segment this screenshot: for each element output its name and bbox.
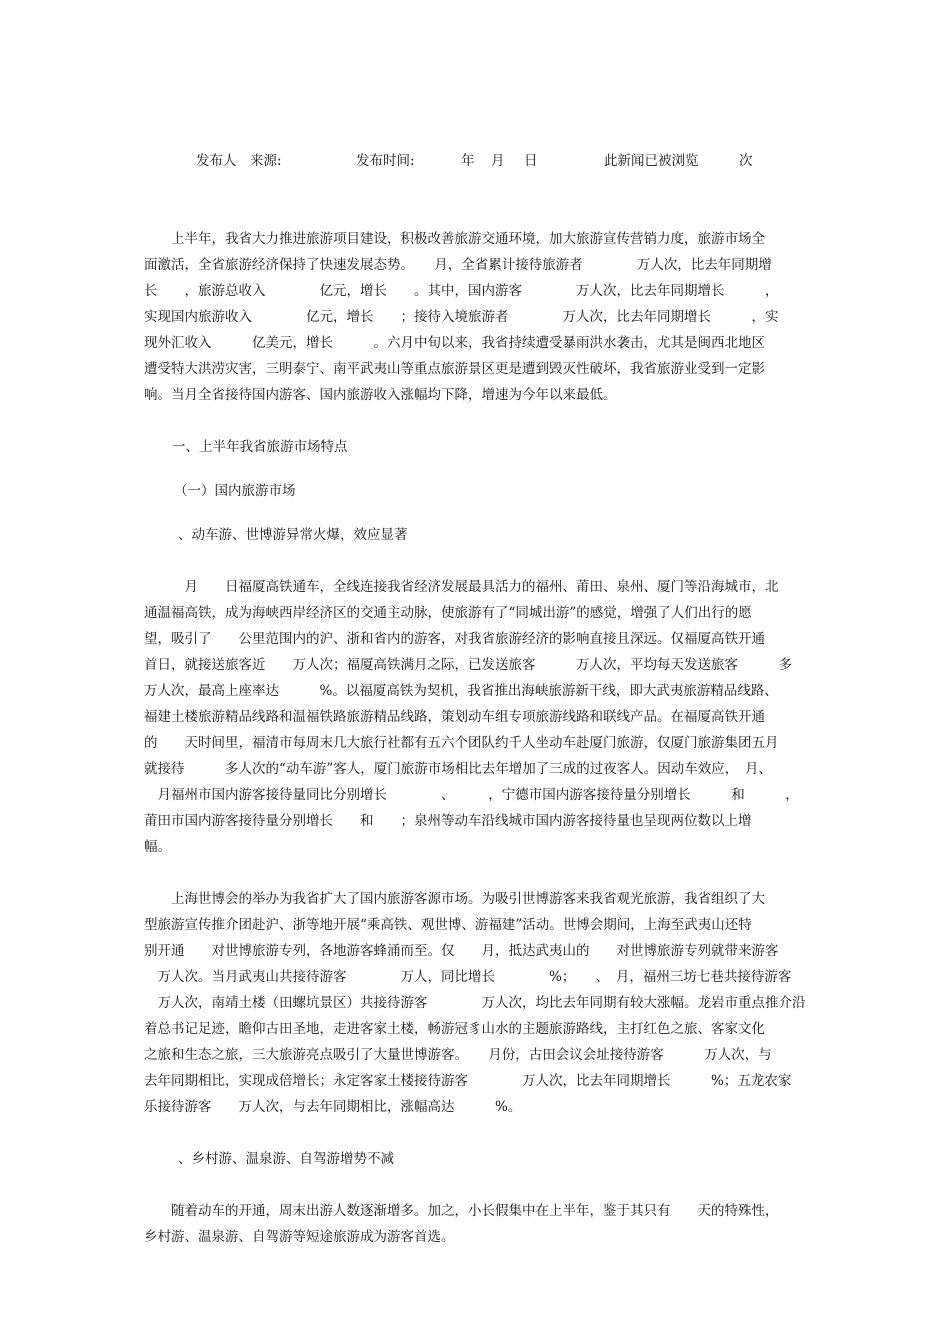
paragraph-line: 面激活，全省旅游经济保持了快速发展态势。 月，全省累计接待旅游者 万人次，比去年同期增	[144, 257, 772, 273]
paragraph-line: 望，吸引了 公里范围内的沪、浙和省内的游客，对我省旅游经济的影响直接且深远。仅福厦高铁开通	[144, 631, 765, 647]
paragraph-line: 上半年，我省大力推进旅游项目建设，积极改善旅游交通环境，加大旅游宣传营销力度，旅游市场全	[144, 231, 765, 247]
publish-day-label: 日	[524, 153, 538, 169]
views-suffix-label: 次	[739, 153, 753, 169]
paragraph-line: 月福州市国内游客接待量同比分别增长 、 ，宁德市国内游客接待量分别增长 和 ，	[144, 787, 799, 803]
paragraph-line: 万人次，最高上座率达 %。以福厦高铁为契机，我省推出海峡旅游新干线，即大武夷旅游精品线路、	[144, 683, 778, 699]
paragraph-line: 实现国内旅游收入 亿元，增长 ；接待入境旅游者 万人次，比去年同期增长 ，实	[144, 309, 779, 325]
paragraph-line: 去年同期相比，实现成倍增长；永定客家土楼接待游客 万人次，比去年同期增长 %；五龙农家	[144, 1073, 792, 1089]
publish-time-label: 发布时间:	[356, 153, 415, 169]
paragraph-line: 现外汇收入 亿美元，增长 。六月中旬以来，我省持续遭受暴雨洪水袭击，尤其是闽西北地区	[144, 335, 765, 351]
paragraph-expo	[144, 886, 806, 1120]
source-label: 来源:	[250, 153, 282, 169]
section-heading-3b: 、乡村游、温泉游、自驾游增势不减	[178, 1151, 394, 1167]
paragraph-line: 首日，就接送旅客近 万人次；福厦高铁满月之际，已发送旅客 万人次，平均每天发送旅客 多	[144, 657, 792, 673]
publish-month-label: 月	[491, 153, 505, 169]
paragraph-line: 遭受特大洪涝灾害，三明泰宁、南平武夷山等重点旅游景区更是遭到毁灭性破坏，我省旅游业受到一定影	[144, 361, 765, 377]
paragraph-line: 福建土楼旅游精品线路和温福铁路旅游精品线路，策划动车组专项旅游线路和联线产品。在福厦高铁开通	[144, 709, 765, 725]
publish-year-label: 年	[461, 153, 475, 169]
paragraph-rural-tourism	[144, 1198, 806, 1250]
paragraph-line: 乐接待游客 万人次，与去年同期相比，涨幅高达 %。	[144, 1099, 522, 1115]
paragraph-intro	[144, 226, 806, 408]
paragraph-line: 莆田市国内游客接待量分别增长 和 ；泉州等动车沿线城市国内游客接待量也呈现两位数以上增	[144, 813, 752, 829]
paragraph-line: 就接待 多人次的“动车游”客人，厦门旅游市场相比去年增加了三成的过夜客人。因动车效应， 月、	[144, 761, 773, 777]
paragraph-line: 之旅和生态之旅，三大旅游亮点吸引了大量世博游客。 月份，古田会议会址接待游客 万人次，与	[144, 1047, 772, 1063]
paragraph-line: 万人次，南靖土楼（田螺坑景区）共接待游客 万人次，均比去年同期有较大涨幅。龙岩市重点推介沿	[144, 995, 806, 1011]
publisher-label: 发布人	[196, 153, 237, 169]
section-heading-1: 一、上半年我省旅游市场特点	[172, 439, 348, 455]
article-body	[144, 226, 806, 1250]
paragraph-line: 别开通 对世博旅游专列，各地游客蜂涌而至。仅 月，抵达武夷山的 对世博旅游专列就带来游客	[144, 943, 779, 959]
paragraph-line: 响。当月全省接待国内游客、国内旅游收入涨幅均下降，增速为今年以来最低。	[144, 387, 617, 403]
paragraph-line: 幅。	[144, 839, 171, 855]
paragraph-line: 的 天时间里，福清市每周末几大旅行社都有五六个团队约千人坐动车赴厦门旅游，仅厦门旅游集团五月	[144, 735, 779, 751]
paragraph-line: 着总书记足迹，瞻仰古田圣地，走进客家土楼，畅游冠豸山水的主题旅游路线，主打红色之旅、客家文化	[144, 1021, 765, 1037]
views-label: 此新闻已被浏览	[604, 153, 699, 169]
section-heading-3a: 、动车游、世博游异常火爆，效应显著	[178, 527, 408, 543]
paragraph-line: 上海世博会的举办为我省扩大了国内旅游客源市场。为吸引世博游客来我省观光旅游，我省组织了大	[144, 891, 765, 907]
paragraph-line: 月 日福厦高铁通车，全线连接我省经济发展最具活力的福州、莆田、泉州、厦门等沿海城市，北	[144, 579, 779, 595]
paragraph-line: 万人次。当月武夷山共接待游客 万人，同比增长 %； 、 月，福州三坊七巷共接待游客	[144, 969, 792, 985]
section-heading-2: （一）国内旅游市场	[174, 483, 296, 499]
paragraph-line: 型旅游宣传推介团赴沪、浙等地开展“乘高铁、观世博、游福建”活动。世博会期间，上海至武夷山还特	[144, 917, 752, 933]
paragraph-line: 随着动车的开通，周末出游人数逐渐增多。加之，小长假集中在上半年，鉴于其只有 天的特殊性，	[144, 1203, 779, 1219]
paragraph-line: 长 ，旅游总收入 亿元，增长 。其中，国内游客 万人次，比去年同期增长 ，	[144, 283, 779, 299]
paragraph-high-speed-rail	[144, 574, 806, 860]
paragraph-line: 通温福高铁，成为海峡西岸经济区的交通主动脉，使旅游有了“同城出游”的感觉，增强了人们出行的愿	[144, 605, 752, 621]
article-meta	[0, 150, 950, 172]
paragraph-line: 乡村游、温泉游、自驾游等短途旅游成为游客首选。	[144, 1229, 455, 1245]
